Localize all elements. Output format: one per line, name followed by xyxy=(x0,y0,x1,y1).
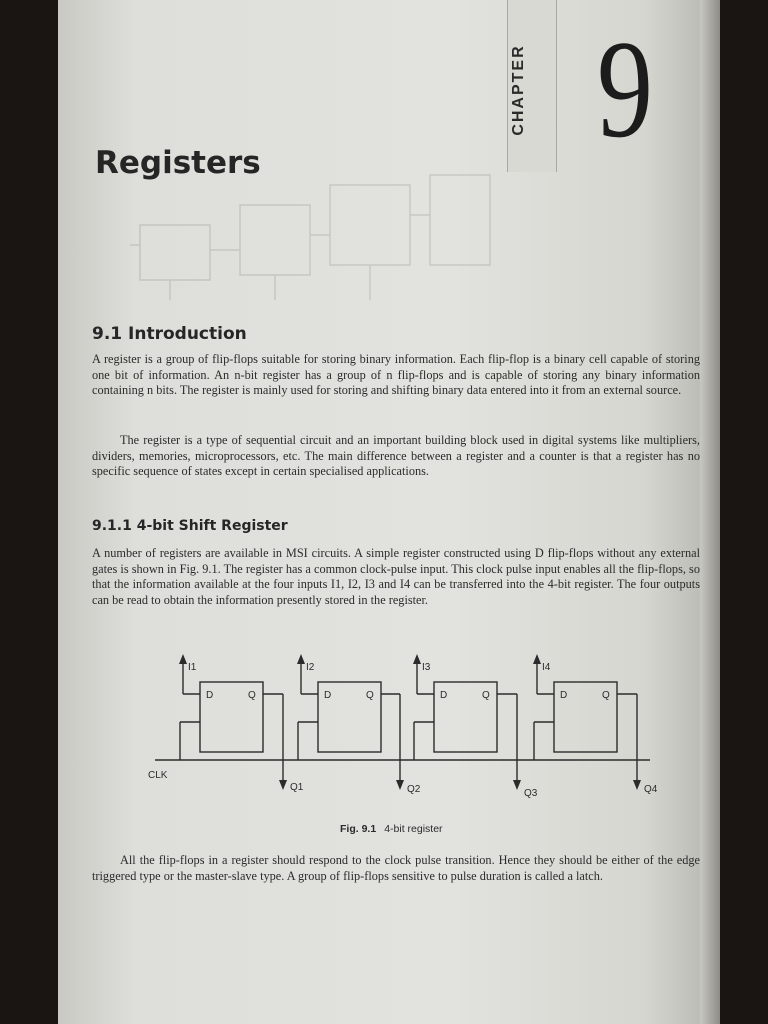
q-label-1: Q xyxy=(248,690,256,701)
q-label-4: Q xyxy=(602,690,610,701)
caption-text: 4-bit register xyxy=(384,823,443,835)
paragraph-shift-register xyxy=(92,546,700,608)
page-edge xyxy=(700,0,720,1024)
d-label-2: D xyxy=(324,690,332,701)
q-label-3: Q xyxy=(482,690,490,701)
figure-4bit-register xyxy=(140,652,660,812)
chapter-title: Registers xyxy=(95,145,261,181)
chapter-label: CHAPTER xyxy=(510,44,527,136)
input-label-i2: I2 xyxy=(306,662,315,673)
paragraph-closing xyxy=(92,853,700,884)
d-label-4: D xyxy=(560,690,568,701)
figure-caption xyxy=(340,823,443,835)
paragraph-intro-1 xyxy=(92,352,700,399)
chapter-number: 9 xyxy=(597,12,653,167)
output-label-q4: Q4 xyxy=(644,784,658,795)
d-label-3: D xyxy=(440,690,448,701)
clock-label: CLK xyxy=(148,770,168,781)
background-circuit-illustration xyxy=(130,165,500,305)
q-label-2: Q xyxy=(366,690,374,701)
input-label-i3: I3 xyxy=(422,662,431,673)
paragraph-text: The register is a type of sequential circuit and an important building block used in digital systems like multipliers, dividers, memories, microprocessors, etc. The main difference between a register and a counter is that a register has no specific sequence of states except in certain specialised applications. xyxy=(92,433,700,479)
section-heading-shift-register: 9.1.1 4-bit Shift Register xyxy=(92,518,288,534)
paragraph-text: A register is a group of flip-flops suitable for storing binary information. Each flip-flop is a binary cell capable of storing one bit of information. An n-bit register has a group of n flip-flops and is capable of storing any binary information containing n bits. The register is mainly used for storing and shifting binary data entered into it from an external source. xyxy=(92,352,700,398)
section-heading-introduction: 9.1 Introduction xyxy=(92,324,247,344)
paragraph-intro-2 xyxy=(92,433,700,480)
paragraph-text: All the flip-flops in a register should respond to the clock pulse transition. Hence they should be either of the edge triggered type or the master-slave type. A group of flip-flops sensitive to pulse duration is called a latch. xyxy=(92,853,700,883)
output-label-q2: Q2 xyxy=(407,784,421,795)
d-label-1: D xyxy=(206,690,214,701)
input-label-i4: I4 xyxy=(542,662,551,673)
paragraph-text: A number of registers are available in MSI circuits. A simple register constructed using D flip-flops without any external gates is shown in Fig. 9.1. The register has a common clock-pulse input. This clock pulse input enables all the flip-flops, so that the information available at the four inputs I1, I2, I3 and I4 can be transferred into the 4-bit register. The four outputs can be read to obtain the information presently stored in the register. xyxy=(92,546,700,607)
output-label-q1: Q1 xyxy=(290,782,304,793)
output-label-q3: Q3 xyxy=(524,788,538,799)
input-label-i1: I1 xyxy=(188,662,197,673)
caption-number: Fig. 9.1 xyxy=(340,823,377,835)
